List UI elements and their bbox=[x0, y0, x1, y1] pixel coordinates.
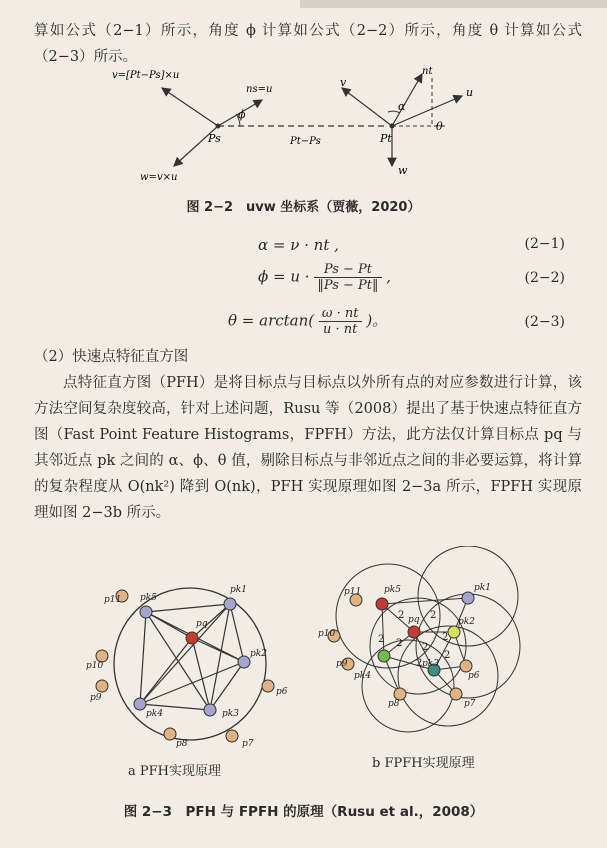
pfh-point-label: pk4 bbox=[146, 709, 163, 719]
fpfh-weight-label: 2 bbox=[444, 650, 451, 661]
pfh-edge bbox=[192, 638, 210, 710]
fpfh-weight-label: 2 bbox=[430, 610, 437, 621]
equation-2-2-numerator: Ps − Pt bbox=[314, 262, 381, 278]
label-w-def: w=v×u bbox=[140, 172, 178, 183]
equation-2-3-number: (2−3) bbox=[524, 314, 565, 330]
equation-2-3 bbox=[0, 306, 607, 346]
label-pt-ps: Pt−Ps bbox=[290, 136, 321, 147]
equation-2-2-pre: ϕ = u · bbox=[258, 267, 310, 286]
pfh-point-label: p9 bbox=[90, 693, 102, 703]
pfh-edge bbox=[140, 604, 230, 704]
intro-paragraph: 算如公式（2−1）所示，角度 ϕ 计算如公式（2−2）所示，角度 θ 计算如公式（2−3）所示。 bbox=[34, 23, 582, 65]
equation-2-1-body: α = ν · nt , bbox=[258, 236, 339, 254]
label-w: w bbox=[398, 164, 408, 177]
pfh-point-label: pk5 bbox=[140, 593, 157, 603]
label-theta: θ bbox=[436, 120, 443, 133]
fpfh-point-label: p8 bbox=[388, 699, 400, 709]
figure-2-3b-fpfh-diagram bbox=[318, 546, 558, 756]
figure-2-2-caption: 图 2−2 uvw 坐标系（贾薇，2020） bbox=[186, 200, 421, 215]
fpfh-weight-label: 2 bbox=[442, 632, 449, 643]
fpfh-neighborhood-circle bbox=[362, 640, 454, 732]
equation-2-2-fraction bbox=[314, 262, 381, 293]
v-arrow-right bbox=[342, 88, 392, 126]
equation-2-2-number: (2−2) bbox=[524, 270, 565, 286]
pfh-point-label: p10 bbox=[86, 661, 104, 671]
figure-2-2-uvw-diagram bbox=[0, 66, 607, 196]
equation-2-2 bbox=[0, 262, 607, 302]
fpfh-point-label: p9 bbox=[336, 659, 348, 669]
label-phi: ϕ bbox=[238, 108, 246, 121]
label-ps: Ps bbox=[208, 132, 221, 145]
pfh-point-label: p8 bbox=[176, 739, 188, 749]
equation-2-3-numerator: ω · nt bbox=[319, 306, 362, 322]
label-alpha: α bbox=[398, 100, 406, 113]
fpfh-point bbox=[462, 592, 474, 604]
fpfh-point-label: p6 bbox=[468, 671, 480, 681]
label-v: v bbox=[340, 76, 347, 89]
equation-2-1-number: (2−1) bbox=[524, 236, 565, 252]
fpfh-point-label: p7 bbox=[464, 699, 476, 709]
pfh-edge bbox=[146, 604, 230, 612]
pfh-point bbox=[164, 728, 176, 740]
pfh-point bbox=[204, 704, 216, 716]
pfh-point-label: p11 bbox=[104, 595, 122, 605]
fpfh-weight-label: 2 bbox=[396, 638, 403, 649]
figure-2-3a-caption: a PFH实现原理 bbox=[128, 764, 221, 779]
pfh-point bbox=[96, 680, 108, 692]
pfh-point-label: pk3 bbox=[222, 709, 239, 719]
page-header-band bbox=[300, 0, 607, 8]
fpfh-point-label: pk3 bbox=[422, 659, 439, 669]
fpfh-weight-label: 2 bbox=[422, 642, 429, 653]
pfh-edge bbox=[192, 638, 244, 662]
equation-2-3-denominator: u · nt bbox=[323, 322, 358, 337]
label-nt: nt bbox=[422, 66, 433, 77]
pfh-edge bbox=[140, 612, 146, 704]
label-pt: Pt bbox=[380, 132, 392, 145]
label-ns: ns=u bbox=[246, 84, 273, 95]
fpfh-point-label: pk5 bbox=[384, 585, 401, 595]
nt-arrow bbox=[392, 74, 422, 126]
fpfh-point bbox=[408, 626, 420, 638]
label-v-def: v=[Pt−Ps]×u bbox=[112, 70, 180, 81]
fpfh-weight-label: 2 bbox=[378, 634, 385, 645]
pfh-point bbox=[186, 632, 198, 644]
fpfh-point bbox=[448, 626, 460, 638]
equation-2-3-post: )。 bbox=[366, 311, 388, 330]
pfh-point-label: p6 bbox=[276, 687, 288, 697]
label-u: u bbox=[466, 86, 474, 99]
equation-2-3-pre: θ = arctan( bbox=[228, 311, 315, 330]
fpfh-point-label: pq bbox=[408, 615, 420, 625]
equation-2-2-denominator: ‖Ps − Pt‖ bbox=[317, 278, 379, 293]
pfh-edge bbox=[230, 604, 244, 662]
fpfh-weight-label: 2 bbox=[398, 610, 405, 621]
equation-2-1 bbox=[0, 232, 607, 264]
pfh-point bbox=[238, 656, 250, 668]
figure-2-3b-caption: b FPFH实现原理 bbox=[372, 756, 475, 771]
pfh-point bbox=[224, 598, 236, 610]
figure-2-3-caption: 图 2−3 PFH 与 FPFH 的原理（Rusu et al.，2008） bbox=[123, 804, 484, 820]
pfh-point bbox=[134, 698, 146, 710]
fpfh-paragraph: 点特征直方图（PFH）是将目标点与目标点以外所有点的对应参数进行计算，该方法空间复杂度较高，针对上述问题，Rusu 等（2008）提出了基于快速点特征直方图（Fast Point Feature Histograms，FPFH）方法，此方法仅计算目标点 pq 与其邻近点 pk 之间的 α、ϕ、θ 值，剔除目标点与非邻近点之间的非必要运算，将计算的复杂程度从 O(nk²) 降到 O(nk)，PFH 实现原理如图 2−3a 所示，FPFH 实现原理如图 2−3b 所示。 bbox=[34, 375, 582, 521]
v-arrow-left bbox=[162, 88, 218, 126]
pfh-point bbox=[226, 730, 238, 742]
fpfh-point bbox=[450, 688, 462, 700]
figure-2-3a-pfh-diagram bbox=[80, 554, 300, 774]
fpfh-point-label: p11 bbox=[344, 587, 362, 597]
fpfh-point-label: pk1 bbox=[474, 583, 491, 593]
pfh-point-label: pk1 bbox=[230, 585, 247, 595]
pfh-point-label: pq bbox=[196, 619, 208, 629]
fpfh-point-label: p10 bbox=[318, 629, 336, 639]
fpfh-point-label: pk2 bbox=[458, 617, 475, 627]
equation-2-3-fraction bbox=[319, 306, 362, 337]
pfh-point-label: pk2 bbox=[250, 649, 267, 659]
pfh-point-label: p7 bbox=[242, 739, 254, 749]
fpfh-point bbox=[376, 598, 388, 610]
fpfh-point bbox=[378, 650, 390, 662]
fpfh-point-label: pk4 bbox=[354, 671, 371, 681]
fpfh-weight-label: 2 bbox=[416, 658, 423, 669]
equation-2-2-post: , bbox=[386, 267, 392, 286]
section-heading: （2）快速点特征直方图 bbox=[34, 349, 189, 365]
pfh-point bbox=[140, 606, 152, 618]
pfh-point bbox=[262, 680, 274, 692]
